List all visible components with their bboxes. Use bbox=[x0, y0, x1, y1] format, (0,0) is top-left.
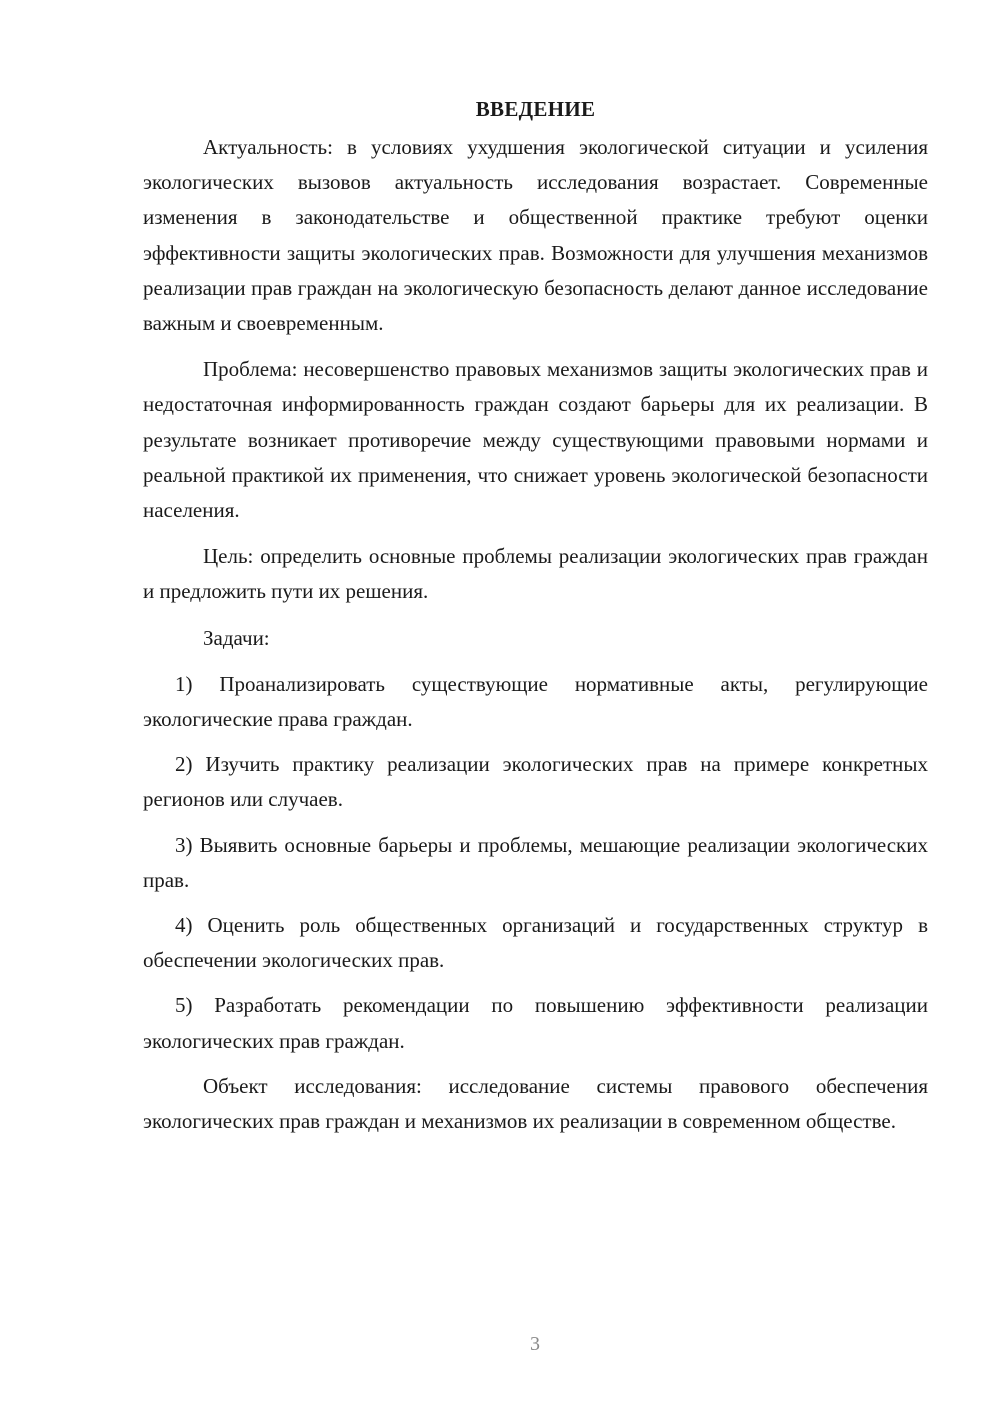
paragraph-object: Объект исследования: исследование системы правового обеспечения экологических прав граждан и механизмов их реализации в современном обществе. bbox=[143, 1073, 928, 1134]
document-page bbox=[143, 92, 928, 1150]
section-title: ВВЕДЕНИЕ bbox=[475, 97, 596, 121]
paragraph-problem: Проблема: несовершенство правовых механизмов защиты экологических прав и недостаточная информированность граждан создают барьеры для их реализации. В результате возникает противоречие между существующими правовыми нормами и реальной практикой их применения, что снижает уровень экологической безопасности населения. bbox=[143, 357, 928, 523]
list-item: 3) Выявить основные барьеры и проблемы, мешающие реализации экологических прав. bbox=[143, 832, 928, 892]
list-item: 4) Оценить роль общественных организаций и государственных структур в обеспечении экологических прав. bbox=[143, 913, 928, 973]
list-item: 2) Изучить практику реализации экологических прав на примере конкретных регионов или случаев. bbox=[143, 752, 928, 812]
paragraph-goal: Цель: определить основные проблемы реализации экологических прав граждан и предложить пути их решения. bbox=[143, 544, 928, 604]
paragraph-relevance: Актуальность: в условиях ухудшения экологической ситуации и усиления экологических вызовов актуальность исследования возрастает. Современные изменения в законодательстве и общественной практике требуют оценки эффективности защиты экологических прав. Возможности для улучшения механизмов реализации прав граждан на экологическую безопасность делают данное исследование важным и своевременным. bbox=[143, 135, 928, 336]
list-item: 5) Разработать рекомендации по повышению эффективности реализации экологических прав граждан. bbox=[143, 993, 928, 1053]
tasks-list bbox=[143, 667, 928, 1059]
list-item: 1) Проанализировать существующие нормативные акты, регулирующие экологические права граждан. bbox=[143, 671, 928, 732]
page-number: 3 bbox=[530, 1333, 540, 1355]
tasks-heading: Задачи: bbox=[203, 625, 270, 650]
